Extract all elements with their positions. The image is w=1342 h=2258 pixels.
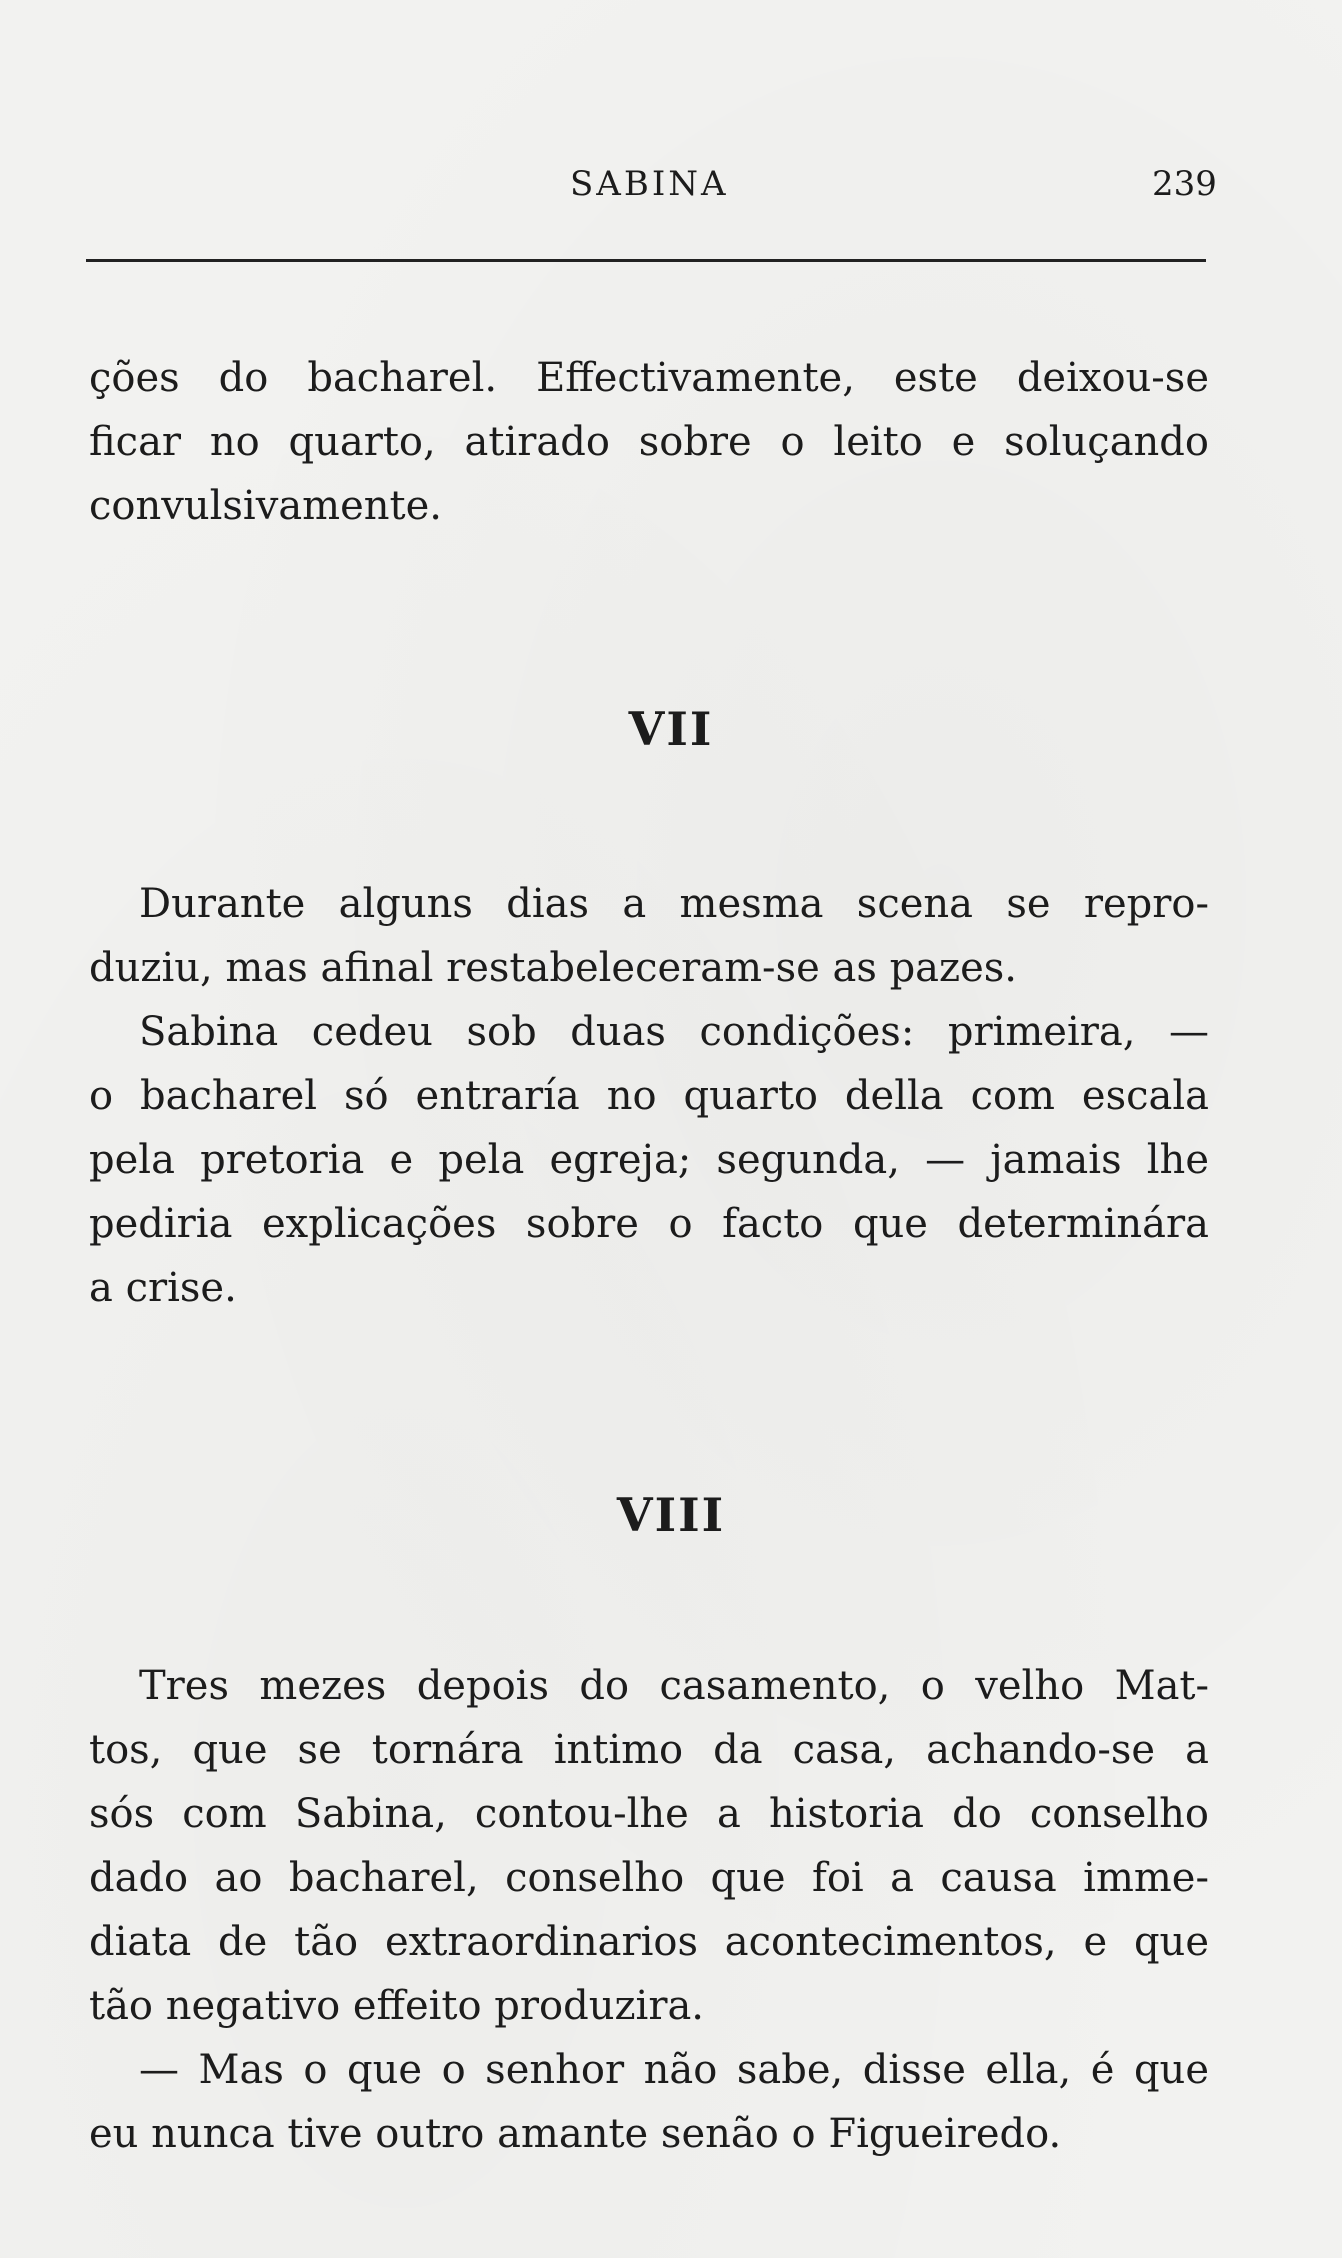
running-title: SABINA <box>570 164 729 204</box>
text-line: dado ao bacharel, conselho que foi a causa imme- <box>89 1855 1209 1901</box>
running-header <box>0 158 1342 208</box>
text-line: ções do bacharel. Effectivamente, este deixou-se <box>89 355 1209 401</box>
text-line: duziu, mas afinal restabeleceram-se as pazes. <box>89 945 1018 991</box>
text-line: — Mas o que o senhor não sabe, disse ella, é que <box>139 2047 1209 2093</box>
text-line: pediria explicações sobre o facto que determinára <box>89 1201 1209 1247</box>
text-line: eu nunca tive outro amante senão o Figueiredo. <box>89 2111 1062 2157</box>
text-line: diata de tão extraordinarios acontecimentos, e que <box>89 1919 1209 1965</box>
section-vii-body <box>89 872 1209 1320</box>
intro-paragraph <box>89 346 1209 538</box>
section-viii-body <box>89 1654 1209 2166</box>
text-line: tão negativo effeito produzira. <box>89 1983 705 2029</box>
text-line: tos, que se tornára intimo da casa, achando-se a <box>89 1727 1209 1773</box>
section-heading-vii: VII <box>628 702 714 756</box>
text-line: a crise. <box>89 1265 237 1311</box>
text-line: o bacharel só entraría no quarto della com escala <box>89 1073 1209 1119</box>
text-line: convulsivamente. <box>89 483 442 529</box>
page-number: 239 <box>1152 164 1217 204</box>
header-rule <box>86 259 1206 262</box>
section-heading-viii: VIII <box>616 1488 726 1542</box>
text-line: sós com Sabina, contou-lhe a historia do conselho <box>89 1791 1209 1837</box>
text-line: pela pretoria e pela egreja; segunda, — jamais lhe <box>89 1137 1209 1183</box>
text-line: Tres mezes depois do casamento, o velho Mat- <box>139 1663 1209 1709</box>
text-line: Durante alguns dias a mesma scena se repro- <box>139 881 1209 927</box>
text-line: ficar no quarto, atirado sobre o leito e soluçando <box>89 419 1209 465</box>
text-line: Sabina cedeu sob duas condições: primeira, — <box>139 1009 1209 1055</box>
